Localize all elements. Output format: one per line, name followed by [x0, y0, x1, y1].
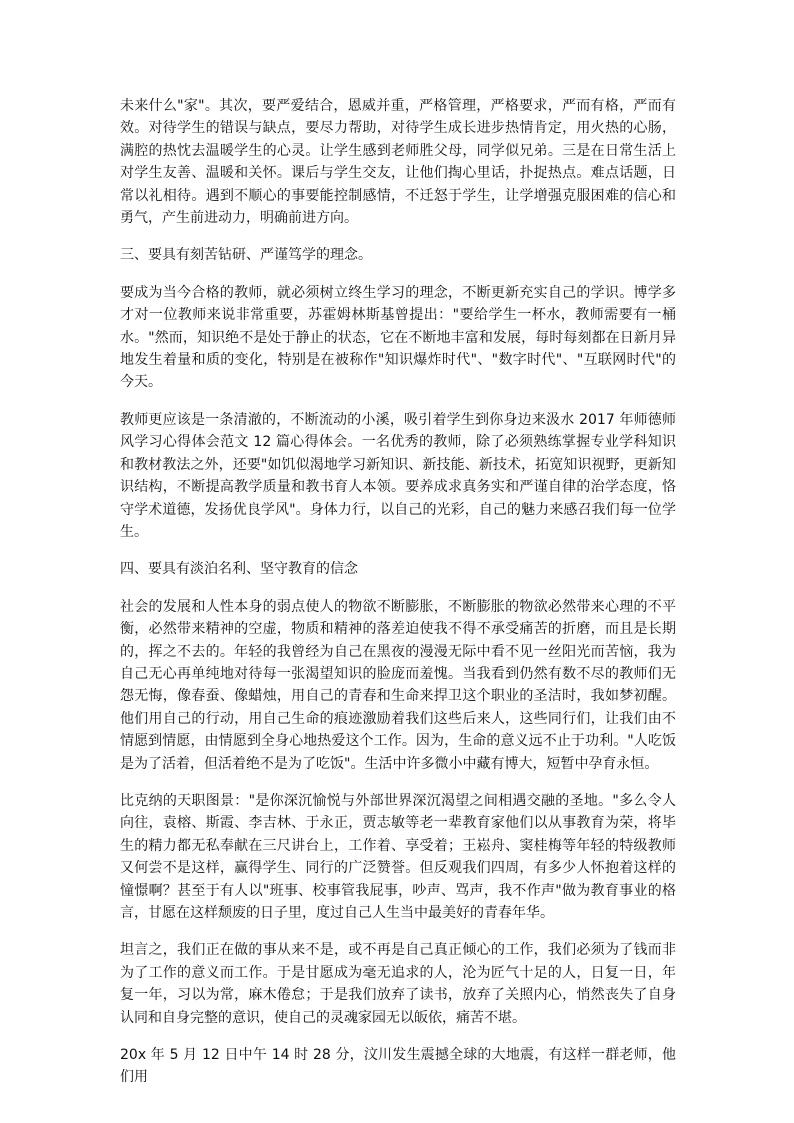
paragraph-vocation-picture: 比克纳的天职图景："是你深沉愉悦与外部世界深沉渴望之间相遇交融的圣地。"多么令人向往，袁榕、斯霞、李吉林、于永正，贾志敏等老一辈教育家他们以从事教育为荣，将毕生的精力都无私奉献在三尺讲台上，工作着、享受着；王崧舟、窦桂梅等年轻的特级教师又何尝不是这样，赢得学生、同行的广泛赞誉。但反观我们四周，有多少人怀抱着这样的憧憬啊？甚至于有人以"班事、校事管我屁事，吵声、骂声，我不作声"做为教育事业的格言，甘愿在这样颓废的日子里，度过自己人生当中最美好的青春年华。: [120, 792, 676, 921]
document-page: [120, 95, 676, 1104]
paragraph-lifelong-learning: 要成为当今合格的教师，就必须树立终生学习的理念，不断更新充实自己的学识。博学多才对一位教师来说非常重要，苏霍姆林斯基曾提出："要给学生一杯水，教师需要有一桶水。"然而，知识绝不是处于静止的状态，它在不断地丰富和发展，每时每刻都在日新月异地发生着量和质的变化，特别是在被称作"知识爆炸时代"、"数字时代"、"互联网时代"的今天。: [120, 284, 676, 391]
section-heading-4: 四、要具有淡泊名利、坚守教育的信念: [120, 561, 358, 578]
paragraph-frankly: 坦言之，我们正在做的事从来不是，或不再是自己真正倾心的工作，我们必须为了钱而非为了工作的意义而工作。于是甘愿成为毫无追求的人，沦为匠气十足的人，日复一日，年复一年，习以为常，麻木倦怠；于是我们放弃了读书，放弃了关照内心，悄然丧失了自身认同和自身完整的意识，使自己的灵魂家园无以皈依，痛苦不堪。: [120, 942, 676, 1026]
paragraph-earthquake: 20x 年 5 月 12 日中午 14 时 28 分，汶川发生震撼全球的大地震，有这样一群老师，他们用: [120, 1047, 676, 1086]
paragraph-family-love: 未来什么"家"。其次，要严爱结合，恩威并重，严格管理，严格要求，严而有格，严而有效。对待学生的错误与缺点，要尽力帮助，对待学生成长进步热情肯定，用火热的心肠，满腔的热忱去温暖学生的心灵。让学生感到老师胜父母，同学似兄弟。三是在日常生活上对学生友善、温暖和关怀。课后与学生交友，让他们掏心里话，扑捉热点。难点话题，日常以礼相待。遇到不顺心的事要能控制感情，不迁怒于学生，让学增强克服困难的信心和勇气，产生前进动力，明确前进方向。: [120, 98, 676, 227]
paragraph-clear-stream: 教师更应该是一条清澈的，不断流动的小溪，吸引着学生到你身边来汲水 2017 年师德师风学习心得体会范文 12 篇心得体会。一名优秀的教师，除了必须熟练掌握专业学科知识和教材教法之外，还要"如饥似渴地学习新知识、新技能、新技术，拓宽知识视野，更新知识结构，不断提高教学质量和教书育人本领。要养成求真务实和严谨自律的治学态度，恪守学术道德，发扬优良学风"。身体力行，以自己的光彩，自己的魅力来感召我们每一位学生。: [120, 411, 676, 540]
section-heading-3: 三、要具有刻苦钻研、严谨笃学的理念。: [120, 247, 372, 264]
paragraph-social-development: 社会的发展和人性本身的弱点使人的物欲不断膨胀，不断膨胀的物欲必然带来心理的不平衡，必然带来精神的空虚，物质和精神的落差迫使我不得不承受痛苦的折磨，而且是长期的，挥之不去的。年轻的我曾经为自己在黑夜的漫漫无际中看不见一丝阳光而苦恼，我为自己无心再单纯地对待每一张渴望知识的脸庞而羞愧。当我看到仍然有数不尽的教师们无怨无悔，像春蚕、像蜡烛，用自己的青春和生命来捍卫这个职业的圣洁时，我如梦初醒。他们用自己的行动，用自己生命的痕迹激励着我们这些后来人，这些同行们，让我们由不情愿到情愿，由情愿到全身心地热爱这个工作。因为，生命的意义远不止于功利。"人吃饭是为了活着，但活着绝不是为了吃饭"。生活中许多微小中藏有博大，短暂中孕育永恒。: [120, 598, 676, 772]
